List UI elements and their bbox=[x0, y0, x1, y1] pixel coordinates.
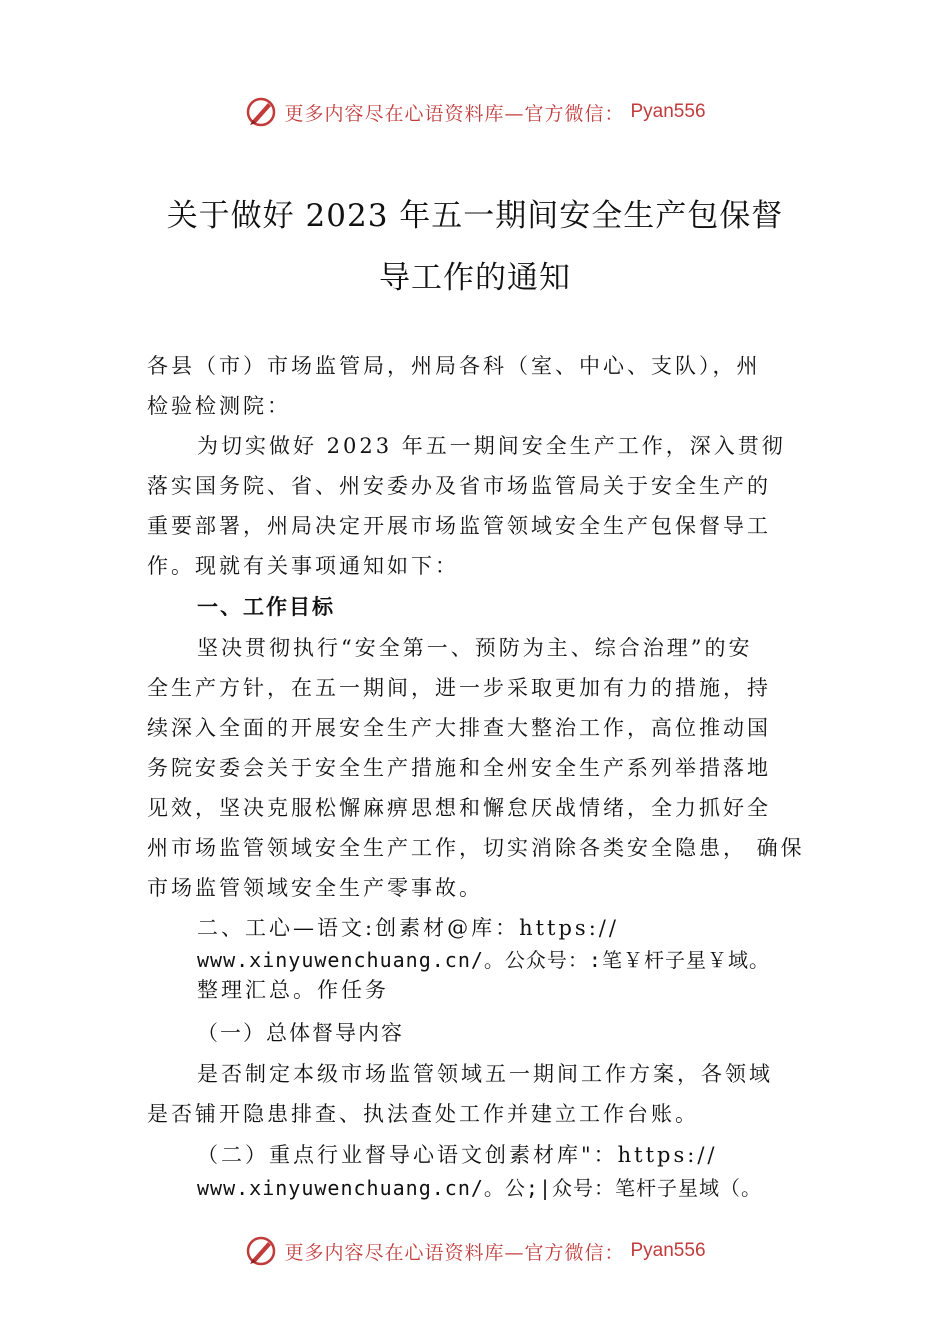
section-1-line-7: 市场监管领域安全生产零事故。 bbox=[147, 876, 483, 900]
salutation-line-2: 检验检测院： bbox=[147, 394, 291, 418]
watermark-top bbox=[0, 95, 950, 129]
salutation-line-1: 各县（市）市场监管局，州局各科（室、中心、支队），州 bbox=[147, 354, 761, 378]
document-title-line-2: 导工作的通知 bbox=[379, 260, 571, 296]
watermark-text: 更多内容尽在心语资料库—官方微信： bbox=[284, 102, 625, 125]
watermark-wechat-id: Pyan556 bbox=[630, 101, 706, 122]
subsection-1-heading: （一）总体督导内容 bbox=[197, 1021, 404, 1045]
subsection-2-line-2: www.xinyuwenchuang.cn/。公;|众号：笔杆子星域（。 bbox=[197, 1176, 762, 1200]
intro-line-1: 为切实做好 2023 年五一期间安全生产工作，深入贯彻 bbox=[197, 434, 786, 458]
subsection-1-line-1: 是否制定本级市场监管领域五一期间工作方案，各领域 bbox=[197, 1062, 773, 1086]
watermark-text: 更多内容尽在心语资料库—官方微信： bbox=[284, 1241, 625, 1264]
intro-line-2: 落实国务院、省、州安委办及省市场监管局关于安全生产的 bbox=[147, 474, 771, 498]
section-2-line-2: www.xinyuwenchuang.cn/。公众号：:笔￥杆子星￥域。 bbox=[197, 948, 770, 972]
section-2-line-1: 二、工心—语文:创素材@库：https:// bbox=[197, 916, 619, 940]
subsection-2-line-1: （二）重点行业督导心语文创素材库"：https:// bbox=[197, 1143, 718, 1167]
document-title-line-1: 关于做好 2023 年五一期间安全生产包保督 bbox=[166, 198, 784, 234]
watermark-bottom bbox=[0, 1234, 950, 1268]
intro-line-4: 作。现就有关事项通知如下： bbox=[147, 554, 459, 578]
watermark-wechat-id: Pyan556 bbox=[630, 1240, 706, 1261]
intro-line-3: 重要部署，州局决定开展市场监管领域安全生产包保督导工 bbox=[147, 514, 771, 538]
subsection-1-line-2: 是否铺开隐患排查、执法查处工作并建立工作台账。 bbox=[147, 1102, 699, 1126]
section-1-line-6: 州市场监管领域安全生产工作，切实消除各类安全隐患， 确保 bbox=[147, 836, 805, 860]
section-1-line-5: 见效，坚决克服松懈麻痹思想和懈怠厌战情绪，全力抓好全 bbox=[147, 796, 771, 820]
section-1-heading: 一、工作目标 bbox=[197, 595, 335, 619]
pen-logo-icon bbox=[244, 1234, 278, 1268]
section-2-line-3: 整理汇总。作任务 bbox=[197, 978, 389, 1002]
section-1-line-1: 坚决贯彻执行“安全第一、预防为主、综合治理”的安 bbox=[197, 636, 753, 660]
pen-logo-icon bbox=[244, 95, 278, 129]
section-1-line-3: 续深入全面的开展安全生产大排查大整治工作，高位推动国 bbox=[147, 716, 771, 740]
section-1-line-4: 务院安委会关于安全生产措施和全州安全生产系列举措落地 bbox=[147, 756, 771, 780]
section-1-line-2: 全生产方针，在五一期间，进一步采取更加有力的措施，持 bbox=[147, 676, 771, 700]
